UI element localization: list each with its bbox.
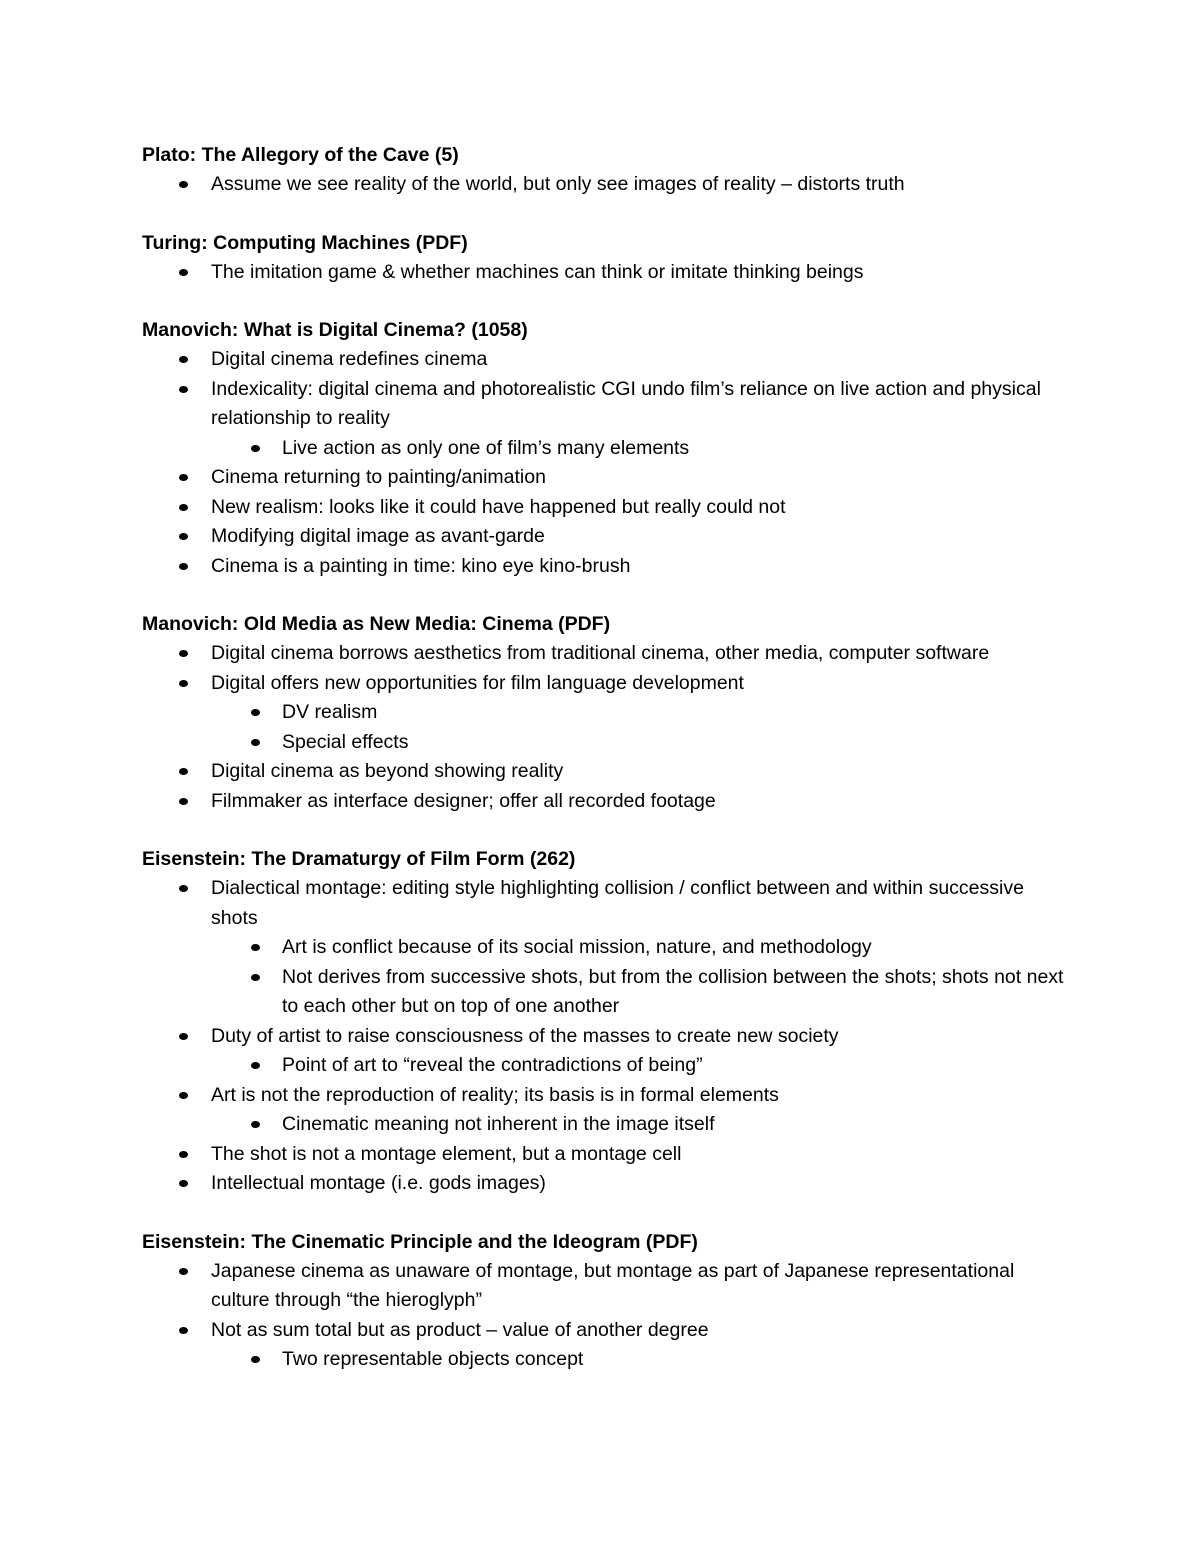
bullet-text: Art is not the reproduction of reality; its basis is in formal elements [211, 1083, 779, 1106]
bullet-dot-icon [179, 650, 188, 657]
bullet-list [142, 258, 1072, 288]
section-heading: Plato: The Allegory of the Cave (5) [142, 144, 459, 166]
bullet-dot-icon [179, 680, 188, 687]
bullet-dot-icon [179, 768, 188, 775]
section-heading: Manovich: Old Media as New Media: Cinema (PDF) [142, 613, 611, 635]
bullet-text: Two representable objects concept [282, 1348, 584, 1370]
note-section [142, 610, 1072, 816]
bullet-item [142, 757, 1072, 787]
bullet-item [142, 1081, 1072, 1111]
bullet-text: Indexicality: digital cinema and photorealistic CGI undo film’s reliance on live action and physical relationship to reality [211, 377, 1041, 429]
bullet-text: Not as sum total but as product – value of another degree [211, 1318, 709, 1341]
bullet-item [142, 493, 1072, 523]
note-section [142, 1228, 1072, 1375]
bullet-text: Digital cinema borrows aesthetics from traditional cinema, other media, computer software [211, 642, 990, 664]
bullet-list [142, 1257, 1072, 1375]
bullet-list [142, 345, 1072, 581]
sub-bullet-item [142, 698, 1072, 728]
bullet-list [142, 639, 1072, 816]
bullet-item [142, 170, 1072, 200]
bullet-item [142, 1169, 1072, 1199]
bullet-text: Point of art to “reveal the contradictions of being” [282, 1054, 703, 1076]
bullet-dot-icon [179, 356, 188, 363]
bullet-dot-icon [251, 709, 260, 716]
bullet-text: Cinema returning to painting/animation [211, 466, 546, 488]
bullet-dot-icon [179, 1092, 188, 1099]
sub-bullet-item [142, 963, 1072, 1022]
bullet-text: Live action as only one of film’s many elements [282, 436, 690, 459]
note-section [142, 141, 1072, 200]
bullet-text: The imitation game & whether machines can think or imitate thinking beings [211, 260, 864, 283]
bullet-item [142, 1022, 1072, 1052]
document-page [142, 141, 1072, 1404]
bullet-item [142, 669, 1072, 699]
bullet-dot-icon [179, 885, 188, 892]
sub-bullet-item [142, 933, 1072, 963]
section-heading: Turing: Computing Machines (PDF) [142, 231, 468, 254]
bullet-dot-icon [179, 533, 188, 540]
bullet-text: Duty of artist to raise consciousness of the masses to create new society [211, 1024, 839, 1047]
section-heading: Eisenstein: The Cinematic Principle and the Ideogram (PDF) [142, 1230, 698, 1253]
bullet-dot-icon [179, 563, 188, 570]
section-heading: Manovich: What is Digital Cinema? (1058) [142, 319, 528, 341]
bullet-item [142, 1140, 1072, 1170]
bullet-dot-icon [179, 504, 188, 511]
bullet-dot-icon [251, 739, 260, 746]
bullet-item [142, 874, 1072, 933]
sub-bullet-item [142, 1345, 1072, 1375]
bullet-text: Cinema is a painting in time: kino eye kino-brush [211, 554, 631, 577]
bullet-text: Digital cinema as beyond showing reality [211, 760, 564, 782]
bullet-list [142, 874, 1072, 1199]
bullet-text: Modifying digital image as avant-garde [211, 525, 545, 547]
bullet-list [142, 170, 1072, 200]
bullet-text: Art is conflict because of its social mission, nature, and methodology [282, 936, 872, 958]
bullet-dot-icon [179, 181, 188, 188]
bullet-item [142, 552, 1072, 582]
bullet-dot-icon [251, 1121, 260, 1128]
bullet-item [142, 258, 1072, 288]
bullet-item [142, 1316, 1072, 1346]
bullet-text: Assume we see reality of the world, but only see images of reality – distorts truth [211, 173, 905, 195]
bullet-text: Digital cinema redefines cinema [211, 348, 488, 370]
bullet-text: Cinematic meaning not inherent in the image itself [282, 1113, 715, 1135]
bullet-dot-icon [179, 1151, 188, 1158]
bullet-item [142, 1257, 1072, 1316]
note-section [142, 316, 1072, 581]
bullet-dot-icon [251, 974, 260, 981]
bullet-text: Dialectical montage: editing style highlighting collision / conflict between and within successive shots [211, 877, 1024, 929]
note-section [142, 845, 1072, 1199]
bullet-dot-icon [179, 1180, 188, 1187]
bullet-text: The shot is not a montage element, but a montage cell [211, 1142, 682, 1165]
bullet-item [142, 375, 1072, 434]
bullet-text: DV realism [282, 701, 378, 723]
bullet-item [142, 345, 1072, 375]
sub-bullet-item [142, 434, 1072, 464]
bullet-text: New realism: looks like it could have happened but really could not [211, 495, 786, 518]
bullet-dot-icon [179, 1033, 188, 1040]
bullet-text: Filmmaker as interface designer; offer all recorded footage [211, 789, 716, 812]
bullet-text: Digital offers new opportunities for film language development [211, 671, 744, 694]
bullet-dot-icon [251, 1356, 260, 1363]
bullet-item [142, 639, 1072, 669]
bullet-dot-icon [179, 269, 188, 276]
bullet-dot-icon [179, 474, 188, 481]
bullet-dot-icon [179, 1327, 188, 1334]
bullet-text: Intellectual montage (i.e. gods images) [211, 1172, 546, 1194]
section-heading: Eisenstein: The Dramaturgy of Film Form (262) [142, 848, 576, 870]
note-section [142, 229, 1072, 288]
sub-bullet-item [142, 1110, 1072, 1140]
sub-bullet-item [142, 1051, 1072, 1081]
sub-bullet-item [142, 728, 1072, 758]
bullet-text: Special effects [282, 730, 409, 753]
bullet-text: Not derives from successive shots, but from the collision between the shots; shots not next to each other but on top of one another [282, 965, 1064, 1017]
bullet-dot-icon [179, 798, 188, 805]
bullet-dot-icon [179, 1268, 188, 1275]
bullet-item [142, 522, 1072, 552]
bullet-item [142, 463, 1072, 493]
bullet-dot-icon [251, 1062, 260, 1069]
bullet-item [142, 787, 1072, 817]
bullet-dot-icon [251, 944, 260, 951]
bullet-dot-icon [251, 445, 260, 452]
bullet-text: Japanese cinema as unaware of montage, but montage as part of Japanese representational culture through “the hieroglyph” [211, 1259, 1015, 1311]
bullet-dot-icon [179, 386, 188, 393]
